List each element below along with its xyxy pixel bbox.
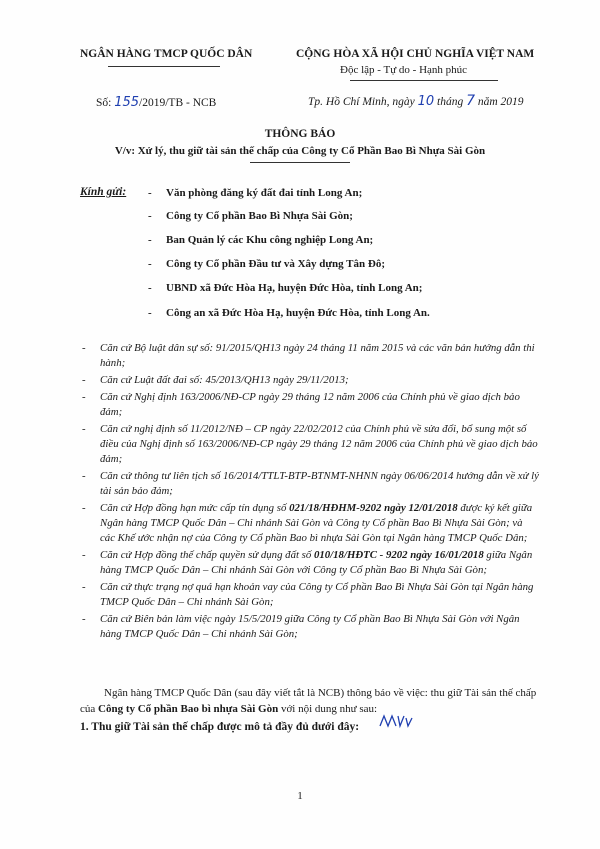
legal-basis-item xyxy=(80,469,540,499)
recipient-bullet: - xyxy=(148,210,152,222)
document-title: THÔNG BÁO xyxy=(264,128,336,140)
legal-basis-item xyxy=(80,422,540,467)
country-name: CỘNG HÒA XÃ HỘI CHỦ NGHĨA VIỆT NAM xyxy=(296,48,535,60)
legal-basis-item xyxy=(80,501,540,546)
motto-underline xyxy=(350,80,498,81)
legal-basis-item xyxy=(80,580,540,610)
legal-basis-post: giữa Ngân hàng TMCP Quốc Dân – Chi nhánh Sài Gòn với Công ty Cổ phần Bao Bì Nhựa Sài Gòn; xyxy=(100,549,533,576)
day-handwritten: 10 xyxy=(417,94,435,109)
legal-basis-text: Căn cứ thông tư liên tịch số 16/2014/TTLT-BTP-BTNMT-NHNN ngày 06/06/2014 hướng dẫn về xử lý tài sản bảo đảm; xyxy=(100,470,539,497)
legal-basis-text: Căn cứ Nghị định 163/2006/NĐ-CP ngày 29 tháng 12 năm 2006 của Chính phủ về giao dịch bảo đảm; xyxy=(100,391,520,418)
legal-basis-item xyxy=(80,390,540,420)
doc-number-label: Số: xyxy=(96,97,112,109)
recipient-bullet: - xyxy=(148,282,152,294)
doc-number-handwritten: 155 xyxy=(114,95,140,110)
document-number xyxy=(96,95,216,110)
initials-signature xyxy=(378,712,418,732)
recipients-label: Kính gửi: xyxy=(80,186,127,198)
legal-basis-item xyxy=(80,341,540,371)
recipient-item xyxy=(148,234,373,246)
notice-paragraph xyxy=(80,685,540,717)
legal-basis-text: Căn cứ Luật đất đai số: 45/2013/QH13 ngày 29/11/2013; xyxy=(100,374,349,386)
month-handwritten: 7 xyxy=(466,93,475,109)
bank-name: NGÂN HÀNG TMCP QUỐC DÂN xyxy=(80,48,253,60)
legal-basis-text: Căn cứ thực trạng nợ quá hạn khoản vay của Công ty Cổ phần Bao Bì Nhựa Sài Gòn tại Ngân hàng TMCP Quốc Dân – Chi nhánh Sài Gòn; xyxy=(100,581,534,608)
legal-basis-item xyxy=(80,612,540,642)
year-text: năm 2019 xyxy=(477,96,524,108)
recipient-bullet: - xyxy=(148,187,152,199)
legal-basis-post: được ký kết giữa Ngân hàng TMCP Quốc Dân – Chi nhánh Sài Gòn và Công ty Cổ phần Bao Bì Nhựa Sài Gòn; và các Khế ước nhận nợ của Công ty Cổ phần Bao bì nhựa Sài Gòn tại Ngân hàng TMCP Quốc Dân; xyxy=(100,502,533,544)
legal-basis-text: Căn cứ nghị định số 11/2012/NĐ – CP ngày 22/02/2012 của Chính phủ về sửa đổi, bổ sung một số điều của Nghị định số 163/2006/NĐ-CP ngày 29 tháng 12 năm 2006 của Chính phủ về giao dịch bảo đảm; xyxy=(100,423,538,465)
legal-bases-list xyxy=(80,341,540,644)
notice-post: với nội dung như sau: xyxy=(278,703,378,715)
recipient-text: Ban Quản lý các Khu công nghiệp Long An; xyxy=(166,234,374,246)
legal-basis-contract-ref: 010/18/HĐTC - 9202 ngày 16/01/2018 xyxy=(313,549,484,561)
notice-pre: Ngân hàng TMCP Quốc Dân (sau đây viết tắt là NCB) thông báo về việc: thu giữ Tài sản thế chấp của xyxy=(80,687,537,715)
place-date xyxy=(308,93,524,109)
recipient-item xyxy=(148,187,362,199)
recipient-text: Văn phòng đăng ký đất đai tỉnh Long An; xyxy=(166,187,363,199)
legal-basis-contract-ref: 021/18/HĐHM-9202 ngày 12/01/2018 xyxy=(289,502,458,514)
recipient-item xyxy=(148,258,385,270)
bank-name-underline xyxy=(108,66,220,67)
recipient-text: Công ty Cổ phần Đầu tư và Xây dựng Tân Đô; xyxy=(166,258,385,270)
legal-basis-item xyxy=(80,373,540,388)
subject-underline xyxy=(250,162,350,163)
recipient-text: UBND xã Đức Hòa Hạ, huyện Đức Hòa, tỉnh Long An; xyxy=(166,282,423,294)
recipient-item xyxy=(148,282,422,294)
recipient-text: Công an xã Đức Hòa Hạ, huyện Đức Hòa, tỉnh Long An. xyxy=(166,307,430,319)
legal-basis-pre: Căn cứ Hợp đồng thế chấp quyền sử dụng đất số xyxy=(100,549,314,561)
recipient-item xyxy=(148,307,430,319)
legal-basis-text: Căn cứ Biên bản làm việc ngày 15/5/2019 giữa Công ty Cổ phần Bao Bì Nhựa Sài Gòn với Ngân hàng TMCP Quốc Dân – Chi nhánh Sài Gòn; xyxy=(100,613,520,640)
section-1-heading: 1. Thu giữ Tài sản thế chấp được mô tả đầy đủ dưới đây: xyxy=(80,721,360,733)
national-motto: Độc lập - Tự do - Hạnh phúc xyxy=(340,64,468,76)
recipient-bullet: - xyxy=(148,307,152,319)
recipient-bullet: - xyxy=(148,258,152,270)
page-number: 1 xyxy=(297,790,303,802)
notice-company: Công ty Cổ phần Bao bì nhựa Sài Gòn xyxy=(98,703,279,715)
month-label: tháng xyxy=(437,96,464,108)
legal-basis-text: Căn cứ Bộ luật dân sự số: 91/2015/QH13 ngày 24 tháng 11 năm 2015 và các văn bản hướng dẫn thi hành; xyxy=(100,342,535,369)
document-subject: V/v: Xử lý, thu giữ tài sản thế chấp của Công ty Cổ Phần Bao Bì Nhựa Sài Gòn xyxy=(114,145,486,157)
legal-basis-pre: Căn cứ Hợp đồng hạn mức cấp tín dụng số xyxy=(100,502,290,514)
place-prefix: Tp. Hồ Chí Minh, ngày xyxy=(308,96,415,108)
recipient-item xyxy=(148,210,353,222)
recipient-bullet: - xyxy=(148,234,152,246)
legal-basis-item xyxy=(80,548,540,578)
recipient-text: Công ty Cổ phần Bao Bì Nhựa Sài Gòn; xyxy=(166,210,353,222)
doc-number-suffix: /2019/TB - NCB xyxy=(139,97,217,109)
